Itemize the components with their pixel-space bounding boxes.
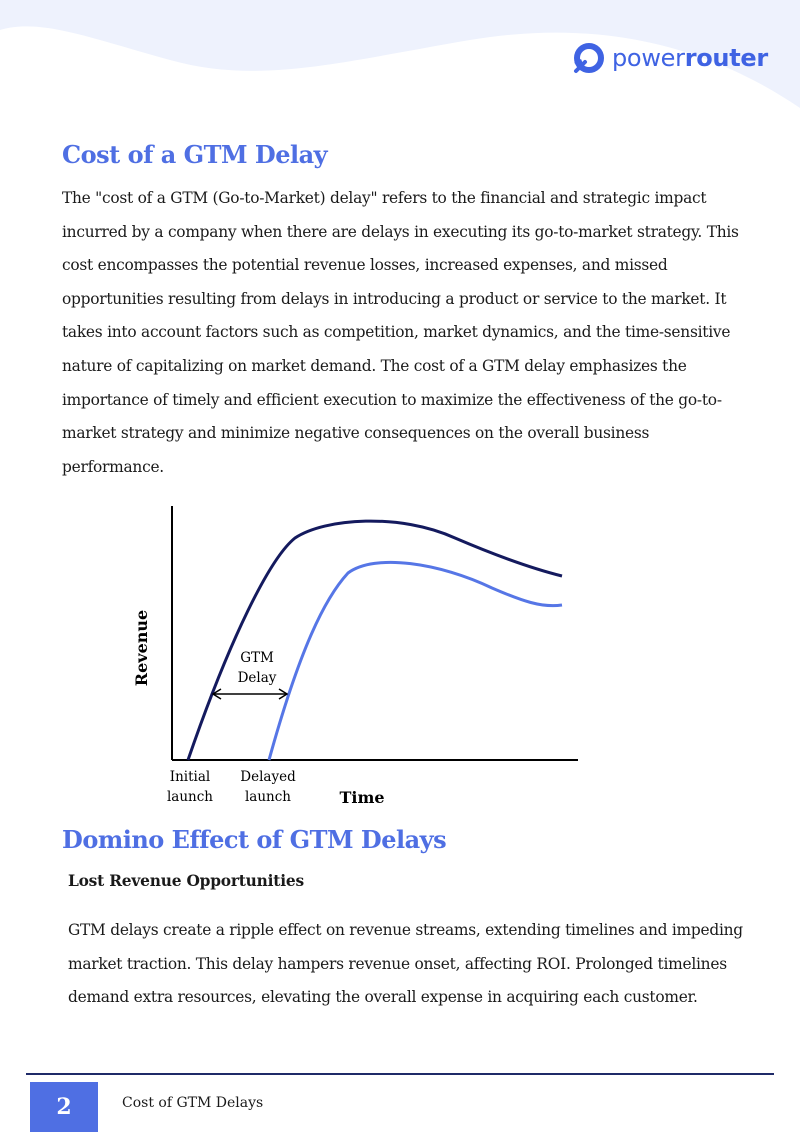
page-number: 2 — [30, 1082, 98, 1132]
y-axis-label: Revenue — [132, 609, 151, 687]
x-axis-label: Time — [339, 788, 385, 807]
delayed-launch-label-line1: Delayed — [240, 769, 296, 785]
gtm-delay-chart — [110, 498, 590, 820]
footer-divider — [26, 1073, 774, 1075]
domino-paragraph: GTM delays create a ripple effect on revenue streams, extending timelines and impeding market traction. This delay hampers revenue onset, affecting ROI. Prolonged timelines demand extra resources, elevating the overall expense in acquiring each customer. — [68, 921, 743, 1007]
initial-launch-label-line2: launch — [166, 789, 214, 805]
section-title-cost: Cost of a GTM Delay — [62, 140, 328, 169]
delayed-launch-label-line2: launch — [244, 789, 292, 805]
logo-text-bold: router — [684, 44, 768, 72]
gtm-delay-label-line1: GTM — [240, 650, 274, 666]
initial-launch-label-line1: Initial — [169, 769, 211, 785]
series-initial-launch-line — [188, 521, 562, 760]
lost-revenue-subheading: Lost Revenue Opportunities — [68, 872, 304, 890]
logo-text-regular: power — [612, 44, 685, 72]
cost-paragraph: The "cost of a GTM (Go-to-Market) delay" refers to the financial and strategic impact incurred by a company when there are delays in executing its go-to-market strategy. This cost encompasses the potential revenue losses, increased expenses, and missed opportunities resulting from delays in introducing a product or service to the market. It takes into account factors such as competition, market dynamics, and the time-sensitive nature of capitalizing on market demand. The cost of a GTM delay emphasizes the importance of timely and efficient execution to maximize the effectiveness of the go-to-market strategy and minimize negative consequences on the overall business performance. — [62, 189, 739, 476]
series-delayed-launch-line — [269, 562, 562, 760]
section-title-domino: Domino Effect of GTM Delays — [62, 825, 447, 854]
gtm-delay-label-line2: Delay — [237, 670, 277, 686]
powerrouter-logo-icon — [572, 41, 606, 75]
logo-wordmark — [612, 44, 768, 72]
footer-document-title: Cost of GTM Delays — [122, 1095, 264, 1111]
powerrouter-logo — [572, 38, 768, 78]
